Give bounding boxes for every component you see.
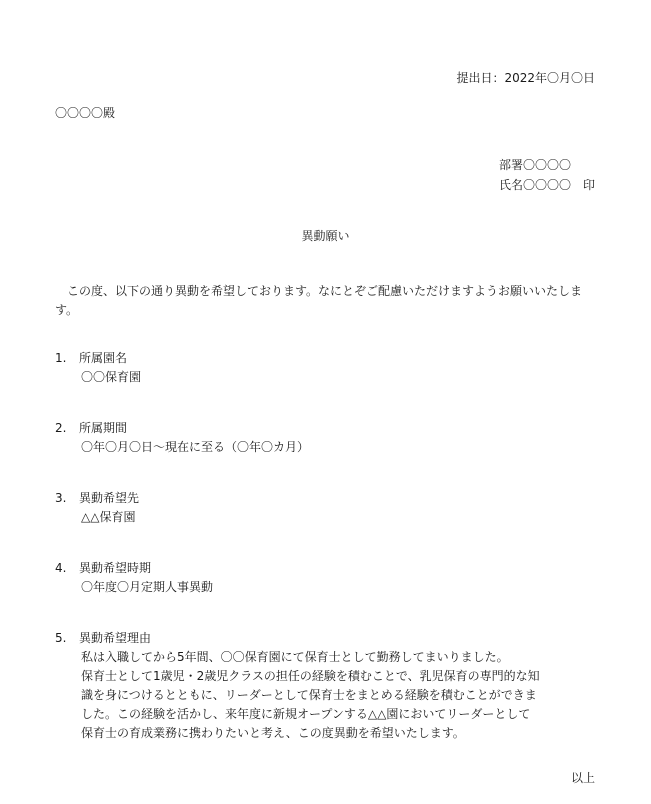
sender-department: 部署〇〇〇〇 <box>498 158 571 172</box>
reason-line: 保育士として1歳児・2歳児クラスの担任の経験を積むことで、乳児保育の専門的な知 <box>81 669 540 683</box>
item-number: 1. <box>55 351 67 365</box>
item-heading: 所属園名 <box>79 351 128 365</box>
list-item-timing <box>55 559 600 597</box>
list-item-destination <box>55 489 600 527</box>
intro-paragraph: この度、以下の通り異動を希望しております。なにとぞご配慮いただけますようお願いいたします。 <box>55 284 583 317</box>
item-number: 3. <box>55 491 67 505</box>
item-heading: 異動希望時期 <box>79 561 152 575</box>
item-heading: 異動希望先 <box>79 491 140 505</box>
sender-name: 氏名〇〇〇〇 印 <box>498 178 595 192</box>
list-item-affiliation <box>55 349 600 387</box>
sender-block <box>499 158 595 198</box>
reason-line: 保育士の育成業務に携わりたいと考え、この度異動を希望いたします。 <box>81 726 465 740</box>
item-value: 〇年度〇月定期人事異動 <box>81 580 214 594</box>
item-heading: 所属期間 <box>79 421 128 435</box>
item-value: △△保育園 <box>81 510 136 524</box>
list-item-period <box>55 419 600 457</box>
reason-line: 識を身につけるとともに、リーダーとして保育士をまとめる経験を積むことができま <box>81 688 537 702</box>
item-heading: 異動希望理由 <box>79 631 152 645</box>
addressee: 〇〇〇〇殿 <box>55 106 116 120</box>
list-item-reason <box>55 629 600 743</box>
closing-remark: 以上 <box>570 771 595 785</box>
reason-paragraph <box>55 648 600 743</box>
item-number: 4. <box>55 561 67 575</box>
reason-line: 私は入職してから5年間、〇〇保育園にて保育士として勤務してまいりました。 <box>81 650 509 664</box>
item-number: 5. <box>55 631 67 645</box>
item-number: 2. <box>55 421 67 435</box>
reason-line: した。この経験を活かし、来年度に新規オープンする△△園においてリーダーとして <box>81 707 531 721</box>
document-title: 異動願い <box>301 229 350 243</box>
item-value: 〇年〇月〇日～現在に至る（〇年〇カ月） <box>81 440 310 454</box>
item-value: 〇〇保育園 <box>81 370 142 384</box>
submission-date: 提出日：2022年〇月〇日 <box>456 71 595 85</box>
